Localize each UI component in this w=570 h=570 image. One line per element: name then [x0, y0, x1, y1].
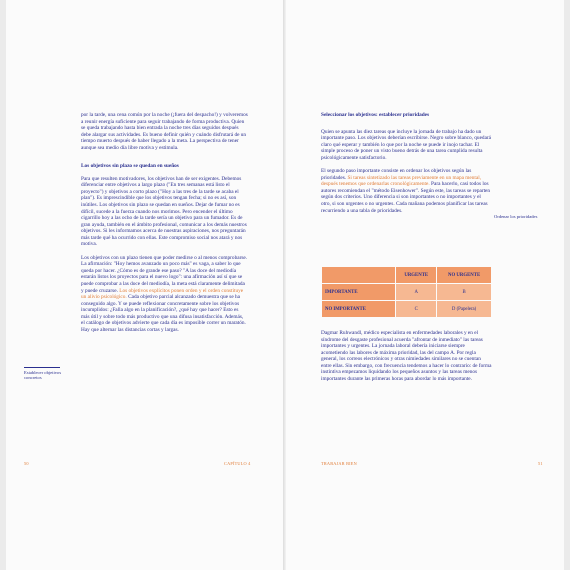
left-section-heading: Los objetivos sin plazo se quedan en sueños [81, 163, 179, 170]
right-paragraph-3: Dagmar Ruhwandl, médico especialista en enfermedades laborales y en el síndrome del desgaste profesional acuerda "afrontar de inmediato" las tareas importantes y urgentes. La jornada laboral debería iniciarse siempre acometiendo las labores de máxima prioridad, las del campo A. Por regla general, los correos electrónicos y otras nimiedades similares no se cuentan entre ellas. Sin embargo, con frecuencia tendemos a hacer lo contrario: de forma instintiva empezamos liquidando los pequeños asuntos y las tareas menos importantes durante las primeras horas para abordar lo más importante. [321, 330, 492, 382]
matrix-cell: D (Papelera) [437, 301, 492, 318]
left-margin-note-text: Establecer objetivos concretos [24, 370, 62, 381]
right-text-column-bottom [321, 330, 492, 389]
left-highlighted-sentence: Los objetivos explícitos ponen orden y el orden constituye un alivio psicológico. [81, 287, 244, 301]
right-paragraph-2-end: Para hacerlo, casi todos los autores recomiendan el "método Eisenhower". Según este, las tareas se reparten según dos criterios. Uno diferencia si son importantes o no importantes y el otro, si son urgentes o no urgentes. Cada mañana podemos planificar las tareas recurriendo a una tabla de prioridades. [321, 181, 491, 214]
right-margin-note [494, 214, 550, 219]
left-paragraph-3-start: Los objetivos con un plazo tienen que poder medirse o al menos comprobarse. La afirmación: "Hoy hemos avanzado un poco más" es vaga, a saber lo que queda por hacer. ¿Cómo es de grande ese paso? "A las doce del mediodía estarán listos los proyectos para el nuevo logo": una afirmación así sí que se puede comprobar a las doce del mediodía, la meta está claramente delimitada y puede cruzarse. [81, 254, 248, 294]
right-text-column-top [321, 112, 492, 221]
right-page-number: 51 [538, 461, 543, 466]
matrix-header-row [322, 267, 492, 284]
left-paragraph-3 [81, 255, 248, 334]
margin-note-rule [24, 367, 60, 368]
left-intro-paragraph: por la tarde, una cena común por la noche (¡fuera del despacho!) y volveremos a reunir energía suficiente para seguir trabajando de forma productiva. Quien se queda trabajando hasta bien entrada la noche tres días seguidos después debe alargar sus actividades. Es bueno definir quién y cuándo disfrutará de un tiempo muerto después de haber llegado a la meta. La perspectiva de tener aunque sea medio día libre motiva y estimula. [81, 112, 248, 151]
matrix-col-header: URGENTE [396, 267, 437, 284]
left-page-number: 50 [24, 461, 29, 466]
left-margin-note [24, 367, 72, 381]
matrix-row-label: IMPORTANTE [322, 284, 396, 301]
matrix-corner-cell [322, 267, 396, 284]
matrix-row-label: NO IMPORTANTE [322, 301, 396, 318]
right-paragraph-2 [321, 168, 492, 214]
right-running-head: TRABAJAR BIEN [321, 461, 357, 466]
matrix-cell: C [396, 301, 437, 318]
matrix-cell: B [437, 284, 492, 301]
left-running-head: CAPÍTULO 4 [224, 461, 251, 466]
left-paragraph-2: Para que resulten motivadores, los objetivos han de ser exigentes. Debemos diferenciar entre objetivos a largo plazo ("En tres semanas está listo el proyecto") y objetivos a corto plazo ("Hoy a las tres de la tarde se acaba el plan"). Es imprescindible que los objetivos tengan fecha; si no es así, son inútiles. Los objetivos sin plazo se quedan en sueños. Dejar de fumar no es difícil, sucede a la fuerza cuando nos morimos. Pero encender el último cigarrillo hoy a las ocho de la tarde sería un objetivo para un fumador. Es de gran ayuda, también en el ámbito profesional, comunicar a los demás nuestros objetivos. Si les informamos acerca de nuestras aspiraciones, nos preguntarán más tarde qué ha ocurrido con ellas. Este compromiso social nos atará y nos motiva. [81, 175, 247, 248]
left-text-column [81, 112, 248, 340]
right-margin-note-text: Ordenar los prioridades [494, 214, 538, 219]
right-highlighted-sentence: Si tareas sintetizado las tareas previamente en un mapa mental, después tenemos que ordenarlas cronológicamente. [321, 174, 482, 188]
priority-matrix [321, 266, 492, 318]
right-paragraph-2-start: El segundo paso importante consiste en ordenar los objetivos según las prioridades. [321, 168, 472, 181]
matrix-cell: A [396, 284, 437, 301]
matrix-row [322, 301, 492, 318]
left-paragraph-3-end: Cada objetivo parcial alcanzado demuestra que se ha conseguido algo. Y se puede reflexionar concretamente sobre los objetivos incumplidos: ¿Falla algo en la planificación?, ¿qué hay que hacer? Esto es más útil y sobre todo más productivo que una difusa insatisfacción. Además, el catálogo de objetivos advierte que cada día es imposible correr un maratón. Hay que alternar las distancias cortas y largas. [81, 294, 246, 333]
matrix-row [322, 284, 492, 301]
right-section-heading: Seleccionar los objetivos: establecer prioridades [321, 112, 430, 118]
matrix-col-header: NO URGENTE [437, 267, 492, 284]
right-paragraph-1: Quien se apunta las diez tareas que incluye la jornada de trabajo ha dado un importante paso. Los objetivos deberían escribirse. Negro sobre blanco, quedará claro qué esperar y también lo que por la noche se puede ir inojo tachar. El simple proceso de poner un visto bueno detrás de una tarea cumplida resulta psicológicamente satisfactorio. [321, 128, 492, 161]
